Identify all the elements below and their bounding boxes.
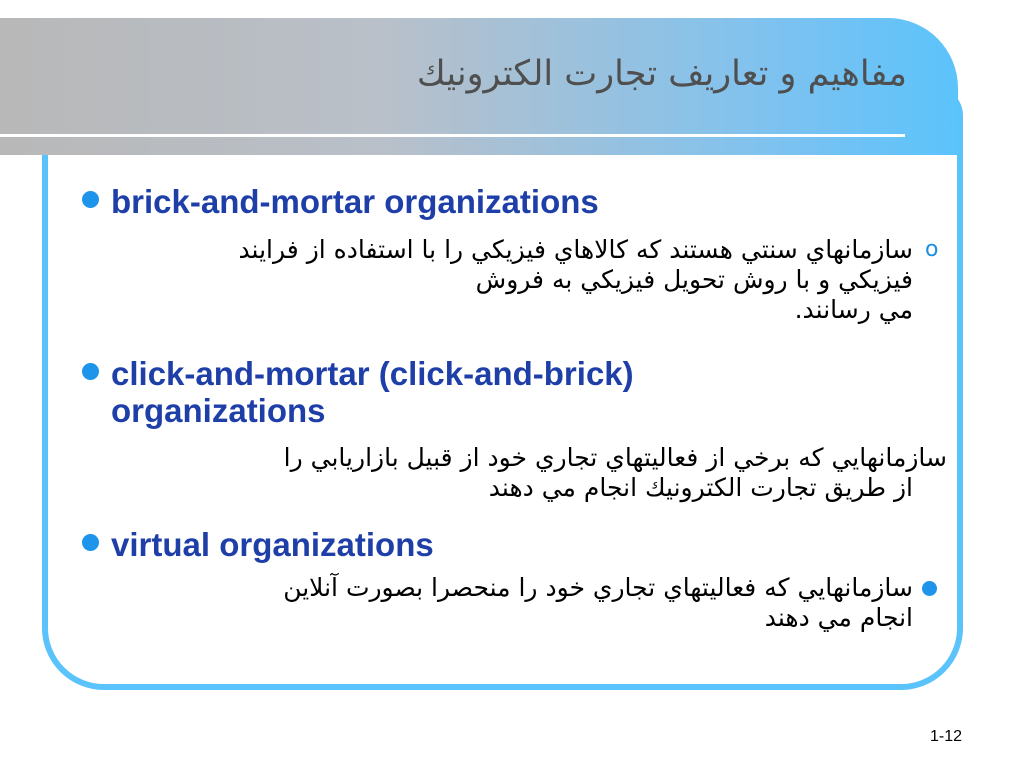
bullet-dot-icon (82, 191, 99, 208)
heading-text: brick-and-mortar organizations (111, 183, 599, 220)
circle-bullet-icon: o (925, 237, 939, 262)
description-line: از طريق تجارت الكترونيك انجام مي دهند (488, 473, 913, 502)
description-click-and-mortar (284, 443, 947, 503)
heading-text-block (111, 355, 634, 429)
description-line: سازمانهايي كه برخي از فعاليتهاي تجاري خود از قبيل بازاريابي را (283, 443, 947, 472)
bullet-dot-icon (82, 534, 99, 551)
heading-click-and-mortar (82, 355, 634, 429)
title-divider (0, 134, 905, 137)
heading-text: virtual organizations (111, 526, 434, 563)
heading-line: organizations (111, 392, 326, 429)
description-brick-and-mortar (238, 235, 913, 325)
heading-brick-and-mortar (82, 183, 599, 220)
heading-virtual-organizations (82, 526, 434, 563)
description-line: مي رسانند. (794, 295, 913, 324)
description-line: انجام مي دهند (764, 603, 913, 632)
heading-line: click-and-mortar (click-and-brick) (111, 355, 634, 392)
slide-title: مفاهيم و تعاريف تجارت الكترونيك (416, 54, 907, 94)
bullet-dot-icon (922, 581, 937, 596)
description-line: سازمانهاي سنتي هستند كه كالاهاي فيزيكي را با استفاده از فرايند (238, 235, 913, 264)
description-virtual-organizations (283, 573, 913, 633)
page-number: 1-12 (930, 728, 963, 745)
description-line: فيزيكي و با روش تحويل فيزيكي به فروش (475, 265, 913, 294)
description-line: سازمانهايي كه فعاليتهاي تجاري خود را منحصرا بصورت آنلاين (283, 573, 913, 602)
bullet-dot-icon (82, 363, 99, 380)
